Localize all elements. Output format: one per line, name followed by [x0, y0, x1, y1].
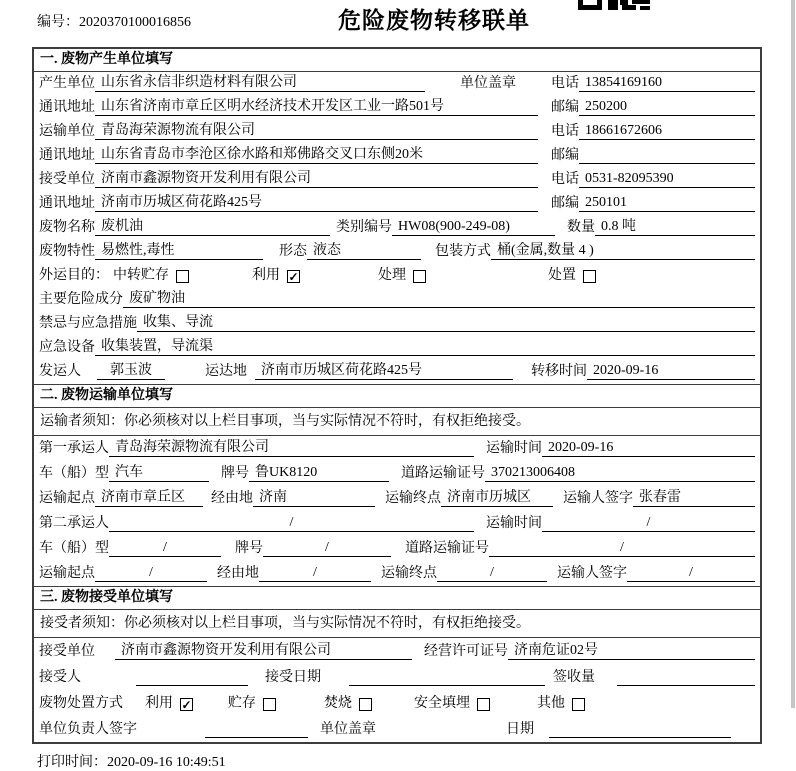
carrier1-row	[34, 436, 760, 461]
transporter-label: 运输单位	[39, 124, 95, 139]
document-header	[0, 0, 796, 47]
permit2-label: 道路运输证号	[405, 541, 489, 556]
carrier2-label: 第二承运人	[39, 516, 109, 531]
accept-unit-label: 接受单位	[39, 644, 95, 659]
receiver-value: 济南市鑫源物资开发利用有限公司	[95, 170, 538, 188]
disposal-fenshao-label: 焚烧	[324, 696, 352, 711]
category-value: HW08(900-249-08)	[392, 218, 555, 236]
form-label: 形态	[279, 244, 307, 259]
taboo-label: 禁忌与应急措施	[39, 316, 137, 331]
vehicle1-row	[34, 461, 760, 486]
form-value: 液态	[307, 242, 421, 260]
hazard-value: 废矿物油	[123, 290, 755, 308]
responsible-row	[34, 716, 760, 742]
sign1-value: 张春雷	[633, 489, 755, 507]
unit-seal2-label: 单位盖章	[320, 722, 376, 737]
disposal-option-fenshao	[324, 692, 372, 712]
quantity-label: 数量	[567, 220, 595, 235]
purpose-option-zhongzhuan	[113, 264, 189, 284]
producer-zip-value: 250200	[579, 98, 755, 116]
via2-label: 经由地	[217, 566, 259, 581]
producer-address-row	[34, 96, 760, 120]
purpose-option-liyong	[252, 264, 300, 284]
producer-row	[34, 72, 760, 96]
section1-body	[34, 72, 760, 384]
transporter-row	[34, 120, 760, 144]
carrier2-row	[34, 511, 760, 536]
date-value	[549, 737, 731, 738]
purpose-option-chuzhi	[548, 264, 596, 284]
sign1-label: 运输人签字	[563, 491, 633, 506]
disposal-fenshao-checkbox	[359, 698, 372, 711]
disposal-row	[34, 690, 760, 716]
consignor-row	[34, 360, 760, 384]
purpose-option-chuli	[378, 264, 426, 284]
section1-title: 一. 废物产生单位填写	[34, 49, 760, 72]
disposal-qita-label: 其他	[537, 696, 565, 711]
purpose-liyong-label: 利用	[252, 268, 280, 283]
serial-number	[37, 11, 191, 31]
equipment-label: 应急设备	[39, 340, 95, 355]
disposal-tianmai-checkbox	[477, 698, 490, 711]
serial-value: 2020370100016856	[79, 15, 191, 30]
producer-address-value: 山东省济南市章丘区明水经济技术开发区工业一路501号	[95, 98, 538, 116]
waste-name-value: 废机油	[95, 218, 330, 236]
sign-qty-value	[617, 685, 755, 686]
packing-label: 包装方式	[435, 244, 491, 259]
purpose-zhongzhuan-checkbox	[176, 270, 189, 283]
plate1-value: 鲁UK8120	[249, 464, 389, 482]
hazard-label: 主要危险成分	[39, 292, 123, 307]
disposal-option-liyong	[145, 692, 193, 712]
sign2-value: /	[627, 564, 755, 582]
sign-qty-label: 签收量	[553, 670, 595, 685]
origin1-value: 济南市章丘区	[95, 489, 203, 507]
vehicle2-label: 车（船）型	[39, 541, 109, 556]
end2-value: /	[437, 564, 547, 582]
purpose-zhongzhuan-label: 中转贮存	[113, 268, 169, 283]
disposal-option-qita	[537, 692, 585, 712]
route1-row	[34, 486, 760, 511]
print-time-label: 打印时间：	[37, 755, 107, 770]
destination-value: 济南市历城区荷花路425号	[255, 362, 513, 380]
disposal-liyong-label: 利用	[145, 696, 173, 711]
waste-character-label: 废物特性	[39, 244, 95, 259]
vehicle2-value: /	[109, 539, 221, 557]
permit2-value: /	[489, 539, 755, 557]
vehicle1-label: 车（船）型	[39, 466, 109, 481]
packing-value: 桶(金属,数量 4 )	[491, 242, 755, 260]
transport-time1-value: 2020-09-16	[542, 439, 755, 457]
permit1-value: 370213006408	[485, 464, 755, 482]
license-value: 济南危证02号	[508, 642, 755, 660]
transport-time2-value: /	[542, 514, 755, 532]
end1-value: 济南市历城区	[441, 489, 553, 507]
carrier1-label: 第一承运人	[39, 441, 109, 456]
origin1-label: 运输起点	[39, 491, 95, 506]
carrier2-value: /	[109, 514, 474, 532]
acceptor-label: 接受人	[39, 670, 81, 685]
waste-name-row	[34, 216, 760, 240]
transporter-address-label: 通讯地址	[39, 148, 95, 163]
disposal-label: 废物处置方式	[39, 696, 123, 711]
plate2-label: 牌号	[235, 541, 263, 556]
transporter-value: 青岛海荣源物流有限公司	[95, 122, 538, 140]
waste-character-row	[34, 240, 760, 264]
responsible-sign-value	[205, 737, 308, 738]
transporter-zip-label: 邮编	[551, 148, 579, 163]
transfer-time-label: 转移时间	[531, 364, 587, 379]
section2-body	[34, 436, 760, 586]
serial-label: 编号：	[37, 15, 79, 30]
section3-body	[34, 638, 760, 742]
accept-unit-value: 济南市鑫源物资开发利用有限公司	[115, 642, 412, 660]
transport-time1-label: 运输时间	[486, 441, 542, 456]
end2-label: 运输终点	[381, 566, 437, 581]
category-label: 类别编号	[336, 220, 392, 235]
acceptor-value	[136, 685, 248, 686]
purpose-chuzhi-checkbox	[583, 270, 596, 283]
producer-value: 山东省永信非织造材料有限公司	[95, 74, 425, 92]
purpose-chuli-label: 处理	[378, 268, 406, 283]
sign2-label: 运输人签字	[557, 566, 627, 581]
taboo-row	[34, 312, 760, 336]
disposal-zhucun-checkbox	[263, 698, 276, 711]
receiver-phone-value: 0531-82095390	[579, 170, 755, 188]
waste-character-value: 易燃性,毒性	[95, 242, 263, 260]
destination-label: 运达地	[205, 364, 247, 379]
date-label: 日期	[506, 722, 534, 737]
origin2-label: 运输起点	[39, 566, 95, 581]
manifest-form	[32, 47, 762, 744]
receiver-zip-value: 250101	[579, 194, 755, 212]
transport-time2-label: 运输时间	[486, 516, 542, 531]
print-time-value: 2020-09-16 10:49:51	[107, 755, 226, 770]
receiver-address-label: 通讯地址	[39, 196, 95, 211]
consignor-value: 郭玉波	[97, 362, 165, 380]
receiver-notice: 接受者须知：你必须核对以上栏目事项，当与实际情况不符时，有权拒绝接受。	[34, 610, 760, 638]
producer-phone-value: 13854169160	[579, 74, 755, 92]
receiver-address-value: 济南市历城区荷花路425号	[95, 194, 538, 212]
end1-label: 运输终点	[385, 491, 441, 506]
equipment-row	[34, 336, 760, 360]
disposal-qita-checkbox	[572, 698, 585, 711]
purpose-label: 外运目的：	[39, 268, 109, 283]
producer-label: 产生单位	[39, 76, 95, 91]
purpose-row	[34, 264, 760, 288]
print-time	[37, 751, 796, 771]
waste-name-label: 废物名称	[39, 220, 95, 235]
accept-date-label: 接受日期	[265, 670, 321, 685]
route2-row	[34, 561, 760, 586]
receiver-zip-label: 邮编	[551, 196, 579, 211]
transporter-address-row	[34, 144, 760, 168]
plate2-value: /	[263, 539, 391, 557]
unit-seal-label: 单位盖章	[460, 76, 516, 91]
disposal-option-tianmai	[414, 692, 490, 712]
receiver-row	[34, 168, 760, 192]
consignor-label: 发运人	[39, 364, 81, 379]
receiver-phone-label: 电话	[551, 172, 579, 187]
accept-date-value	[349, 685, 545, 686]
equipment-value: 收集装置，导流渠	[95, 338, 755, 356]
disposal-tianmai-label: 安全填埋	[414, 696, 470, 711]
taboo-value: 收集、导流	[137, 314, 755, 332]
transporter-phone-value: 18661672606	[579, 122, 755, 140]
disposal-option-zhucun	[228, 692, 276, 712]
disposal-zhucun-label: 贮存	[228, 696, 256, 711]
vehicle1-value: 汽车	[109, 464, 209, 482]
producer-zip-label: 邮编	[551, 100, 579, 115]
hazard-row	[34, 288, 760, 312]
carrier1-value: 青岛海荣源物流有限公司	[109, 439, 474, 457]
section2-title: 二. 废物运输单位填写	[34, 384, 760, 408]
section3-title: 三. 废物接受单位填写	[34, 586, 760, 610]
license-label: 经营许可证号	[424, 644, 508, 659]
vehicle2-row	[34, 536, 760, 561]
plate1-label: 牌号	[221, 466, 249, 481]
quantity-value: 0.8 吨	[595, 218, 755, 236]
transporter-notice: 运输者须知：你必须核对以上栏目事项，当与实际情况不符时，有权拒绝接受。	[34, 408, 760, 436]
receiver-label: 接受单位	[39, 172, 95, 187]
window-right-edge	[791, 0, 795, 708]
transporter-phone-label: 电话	[551, 124, 579, 139]
via1-label: 经由地	[211, 491, 253, 506]
purpose-chuli-checkbox	[413, 270, 426, 283]
via1-value: 济南	[253, 489, 375, 507]
receiver-address-row	[34, 192, 760, 216]
permit1-label: 道路运输证号	[401, 466, 485, 481]
via2-value: /	[259, 564, 371, 582]
responsible-sign-label: 单位负责人签字	[39, 722, 137, 737]
purpose-chuzhi-label: 处置	[548, 268, 576, 283]
qr-code-fragment	[578, 0, 650, 10]
transfer-time-value: 2020-09-16	[587, 362, 755, 380]
accept-unit-row	[34, 638, 760, 664]
acceptor-row	[34, 664, 760, 690]
page-title: 危险废物转移联单	[338, 8, 530, 33]
transporter-zip-value	[579, 163, 755, 164]
producer-phone-label: 电话	[551, 76, 579, 91]
transporter-address-value: 山东省青岛市李沧区徐水路和郑佛路交叉口东侧20米	[95, 146, 538, 164]
origin2-value: /	[95, 564, 207, 582]
producer-address-label: 通讯地址	[39, 100, 95, 115]
disposal-liyong-checkbox: ✓	[181, 698, 192, 712]
purpose-liyong-checkbox: ✓	[288, 270, 299, 284]
